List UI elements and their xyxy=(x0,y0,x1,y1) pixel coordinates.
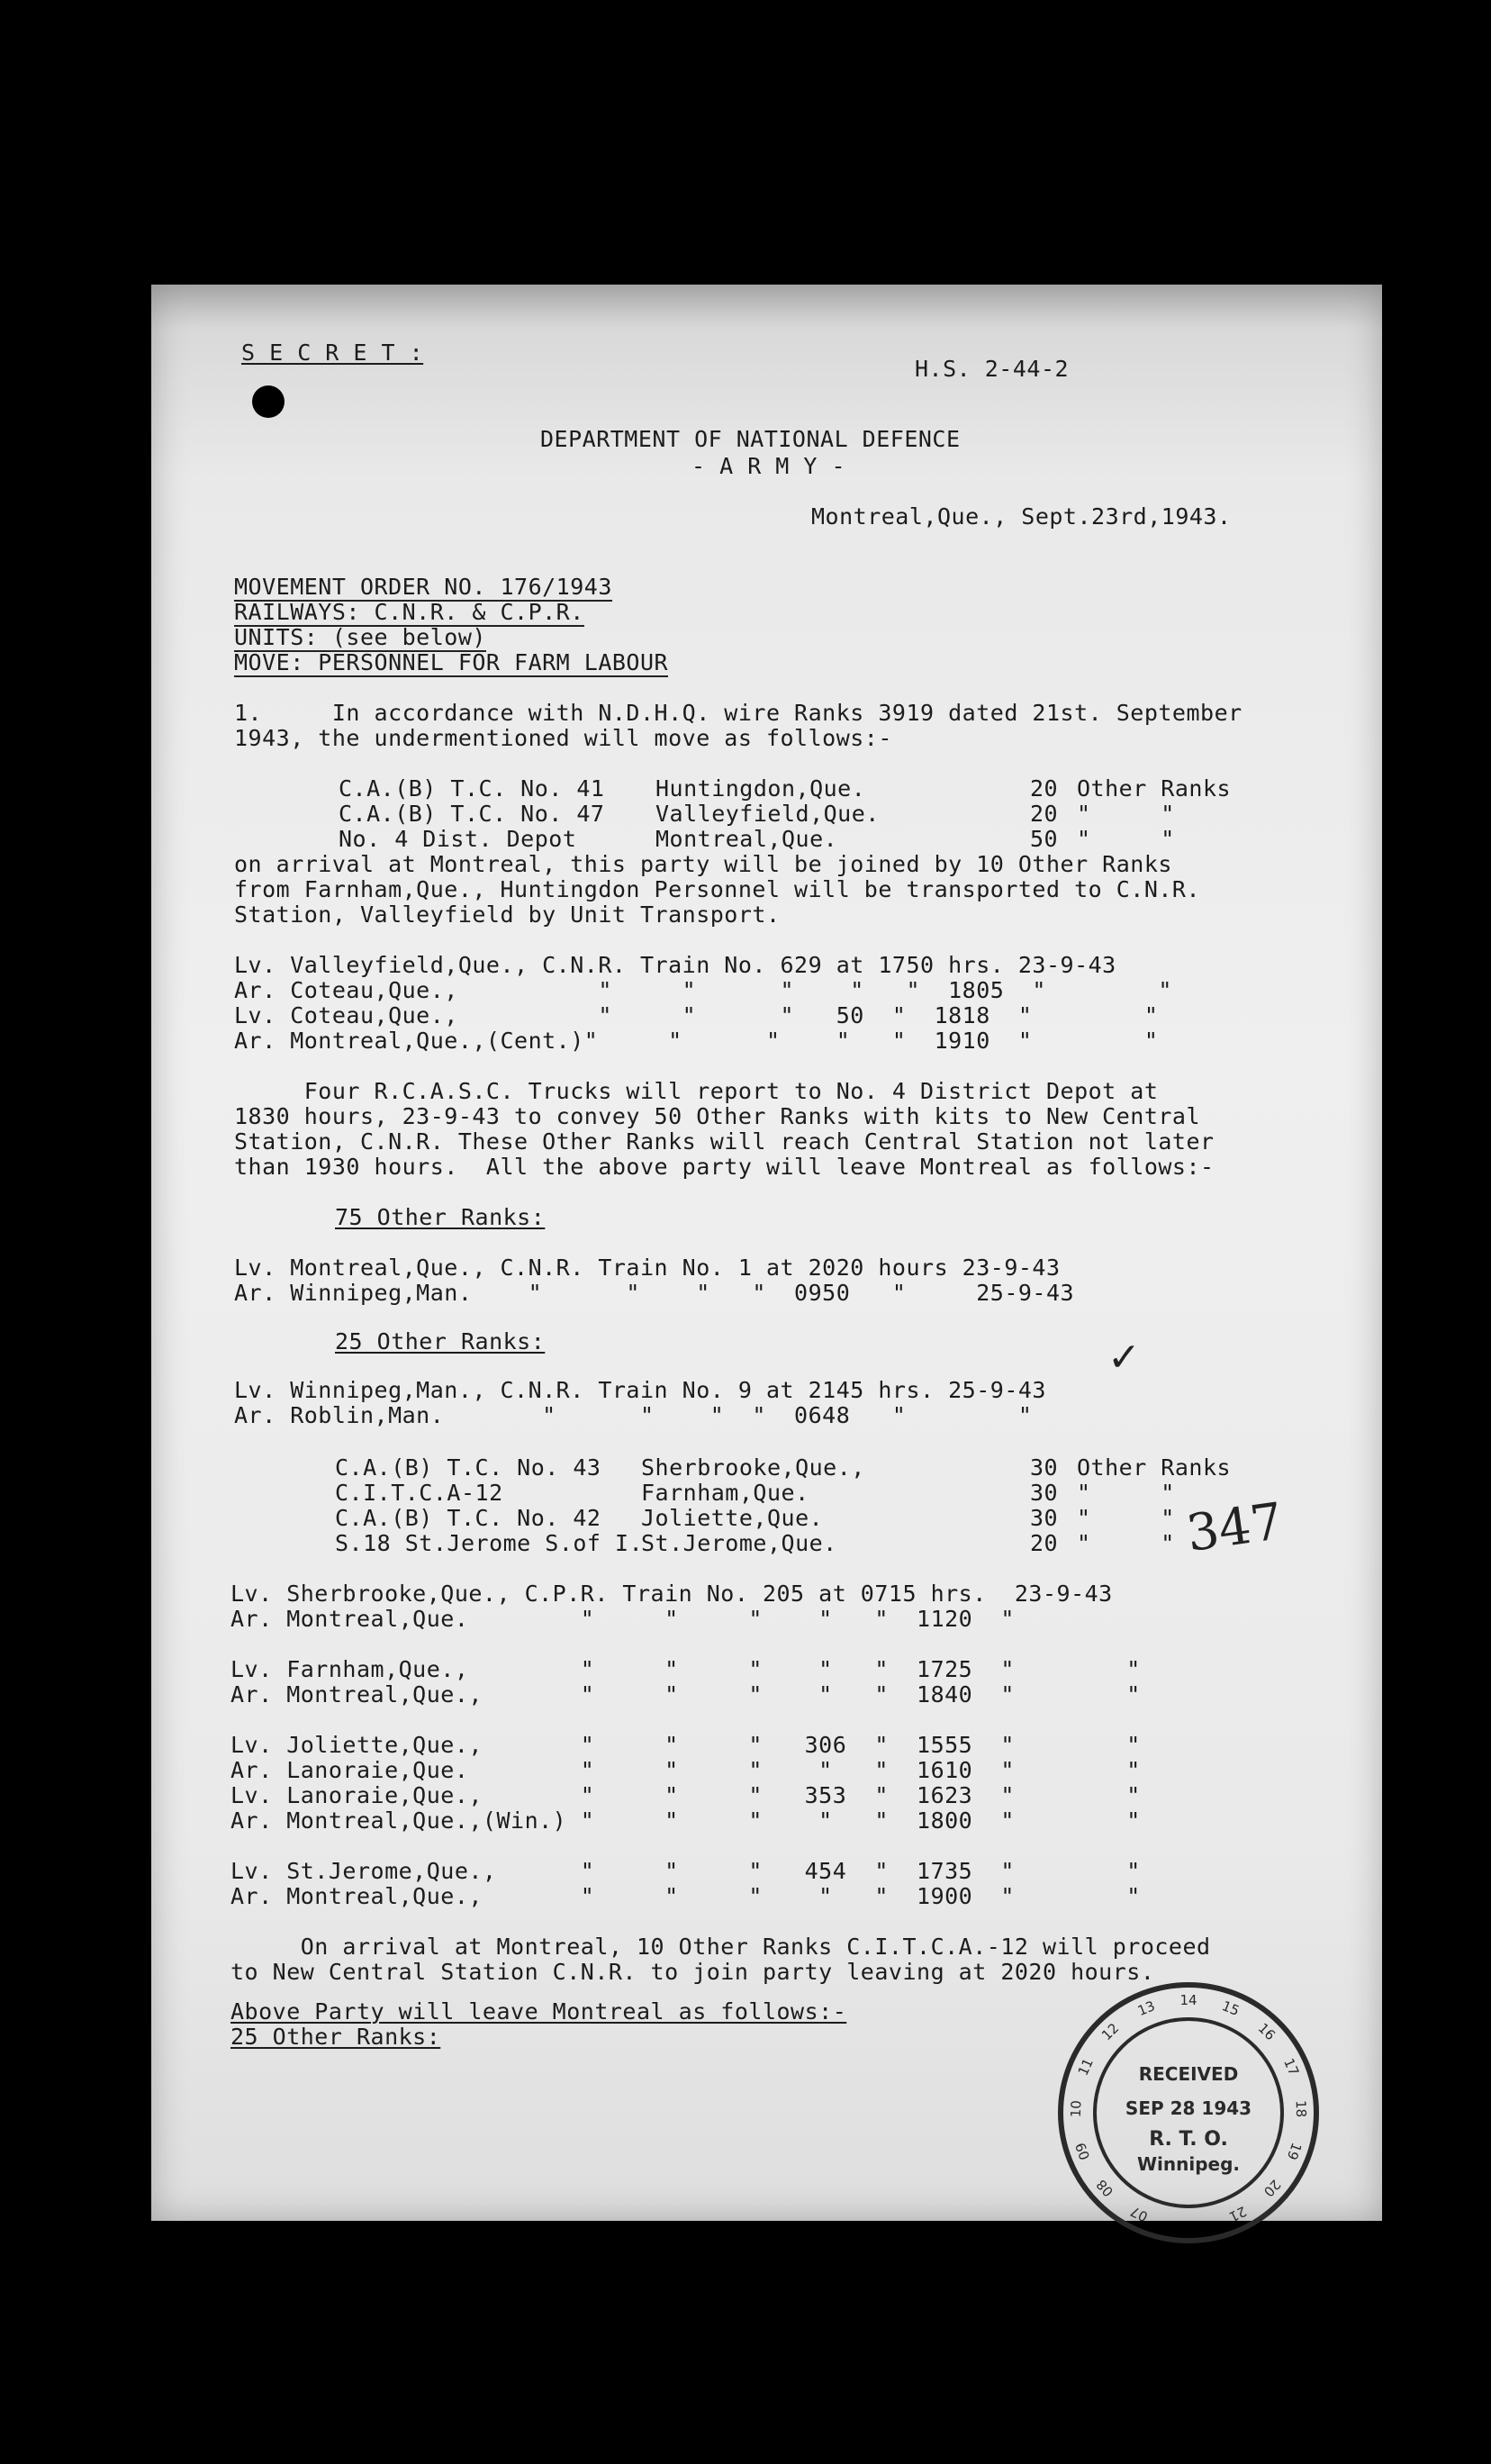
order-railways: RAILWAYS: C.N.R. & C.P.R. xyxy=(234,599,584,625)
classification: S E C R E T : xyxy=(241,340,424,366)
svg-text:11: 11 xyxy=(1074,2055,1097,2079)
branch-title: - A R M Y - xyxy=(691,453,846,479)
check-mark: ✓ xyxy=(1107,1335,1141,1381)
schedule-row: Lv. Farnham,Que., " " " " " 1725 " " xyxy=(230,1656,1141,1682)
schedule-row: Ar. Winnipeg,Man. " " " " 0950 " 25-9-43 xyxy=(234,1280,1075,1306)
schedule-row: Ar. Roblin,Man. " " " " 0648 " " xyxy=(234,1402,1033,1428)
punch-hole xyxy=(252,385,285,418)
schedule-row: Ar. Montreal,Que.,(Win.) " " " " " 1800 " " xyxy=(230,1807,1141,1834)
unit-place: Sherbrooke,Que., xyxy=(641,1454,865,1481)
svg-text:13: 13 xyxy=(1134,1997,1158,2020)
unit-place: Valleyfield,Que. xyxy=(655,801,880,827)
para1-line: 1. In accordance with N.D.H.Q. wire Ranks 3919 dated 21st. September xyxy=(234,700,1242,726)
schedule-row: Lv. Lanoraie,Que., " " " 353 " 1623 " " xyxy=(230,1782,1141,1808)
svg-text:21: 21 xyxy=(1226,2203,1250,2225)
schedule-row: Lv. Valleyfield,Que., C.N.R. Train No. 629 at 1750 hrs. 23-9-43 xyxy=(234,952,1116,978)
unit-count: 30 xyxy=(1030,1454,1059,1481)
stamp-city: Winnipeg. xyxy=(1136,2153,1241,2175)
unit-place: Farnham,Que. xyxy=(641,1480,809,1506)
department-title: DEPARTMENT OF NATIONAL DEFENCE xyxy=(540,426,961,452)
unit-ranks: " " xyxy=(1077,1505,1175,1531)
trucks-para-line: Station, C.N.R. These Other Ranks will reach Central Station not later xyxy=(234,1128,1215,1155)
schedule-row: Lv. Joliette,Que., " " " 306 " 1555 " " xyxy=(230,1732,1141,1758)
trucks-para-line: than 1930 hours. All the above party will leave Montreal as follows:- xyxy=(234,1154,1215,1180)
svg-text:16: 16 xyxy=(1254,2019,1279,2044)
unit-place: St.Jerome,Que. xyxy=(641,1530,837,1556)
schedule-row: Ar. Montreal,Que. " " " " " 1120 " xyxy=(230,1606,1015,1632)
closing-line: On arrival at Montreal, 10 Other Ranks C.I.T.C.A.-12 will proceed xyxy=(230,1934,1211,1960)
svg-text:12: 12 xyxy=(1098,2019,1123,2044)
unit-count: 30 xyxy=(1030,1480,1059,1506)
stamp-received: RECEIVED xyxy=(1138,2063,1239,2085)
order-units: UNITS: (see below) xyxy=(234,624,486,650)
unit-ranks: Other Ranks xyxy=(1077,1454,1232,1481)
unit-place: Joliette,Que. xyxy=(641,1505,824,1531)
unit-count: 20 xyxy=(1030,1530,1059,1556)
schedule-row: Ar. Montreal,Que., " " " " " 1900 " " xyxy=(230,1883,1141,1909)
unit-name: C.A.(B) T.C. No. 42 xyxy=(335,1505,601,1531)
svg-text:07: 07 xyxy=(1127,2203,1151,2225)
order-number: MOVEMENT ORDER NO. 176/1943 xyxy=(234,574,612,600)
closing-line: Above Party will leave Montreal as follows:- xyxy=(230,1998,847,2025)
group-75-label: 75 Other Ranks: xyxy=(335,1204,546,1230)
schedule-row: Ar. Coteau,Que., " " " " " 1805 " " xyxy=(234,977,1172,1003)
schedule-row: Lv. St.Jerome,Que., " " " 454 " 1735 " " xyxy=(230,1858,1141,1884)
schedule-row: Ar. Lanoraie,Que. " " " " " 1610 " " xyxy=(230,1757,1141,1783)
margin-number: 347 xyxy=(1182,1491,1287,1564)
trucks-para-line: 1830 hours, 23-9-43 to convey 50 Other Ranks with kits to New Central xyxy=(234,1103,1201,1129)
svg-text:10: 10 xyxy=(1067,2099,1085,2118)
svg-text:20: 20 xyxy=(1260,2176,1284,2200)
unit-name: No. 4 Dist. Depot xyxy=(339,826,577,852)
unit-count: 30 xyxy=(1030,1505,1059,1531)
unit-count: 20 xyxy=(1030,775,1059,802)
unit-name: C.A.(B) T.C. No. 41 xyxy=(339,775,605,802)
svg-text:18: 18 xyxy=(1292,2099,1310,2118)
para1-line: 1943, the undermentioned will move as follows:- xyxy=(234,725,892,751)
document-page xyxy=(151,285,1382,2225)
svg-text:14: 14 xyxy=(1179,1992,1197,2008)
unit-name: C.I.T.C.A-12 xyxy=(335,1480,503,1506)
unit-name: S.18 St.Jerome S.of I. xyxy=(335,1530,644,1556)
unit-ranks: " " xyxy=(1077,1530,1175,1556)
unit-name: C.A.(B) T.C. No. 43 xyxy=(335,1454,601,1481)
svg-text:19: 19 xyxy=(1283,2140,1306,2162)
unit-ranks: Other Ranks xyxy=(1077,775,1232,802)
group-25-label: 25 Other Ranks: xyxy=(335,1328,546,1354)
unit-ranks: " " xyxy=(1077,801,1175,827)
svg-text:08: 08 xyxy=(1093,2176,1117,2200)
schedule-row: Lv. Coteau,Que., " " " 50 " 1818 " " xyxy=(234,1002,1159,1028)
unit-place: Montreal,Que. xyxy=(655,826,838,852)
unit-name: C.A.(B) T.C. No. 47 xyxy=(339,801,605,827)
unit-count: 20 xyxy=(1030,801,1059,827)
arrival-note-line: on arrival at Montreal, this party will be joined by 10 Other Ranks xyxy=(234,851,1172,877)
svg-text:17: 17 xyxy=(1280,2055,1303,2079)
schedule-row: Ar. Montreal,Que., " " " " " 1840 " " xyxy=(230,1681,1141,1708)
stamp-office: R. T. O. xyxy=(1149,2128,1228,2151)
received-stamp xyxy=(1053,1978,1324,2248)
place-date: Montreal,Que., Sept.23rd,1943. xyxy=(811,503,1232,530)
unit-count: 50 xyxy=(1030,826,1059,852)
schedule-row: Ar. Montreal,Que.,(Cent.)" " " " " 1910 " " xyxy=(234,1028,1159,1054)
svg-text:09: 09 xyxy=(1071,2140,1094,2162)
arrival-note-line: Station, Valleyfield by Unit Transport. xyxy=(234,901,781,928)
arrival-note-line: from Farnham,Que., Huntingdon Personnel will be transported to C.N.R. xyxy=(234,876,1201,902)
trucks-para-line: Four R.C.A.S.C. Trucks will report to No. 4 District Depot at xyxy=(234,1078,1159,1104)
order-move: MOVE: PERSONNEL FOR FARM LABOUR xyxy=(234,649,669,675)
schedule-row: Lv. Winnipeg,Man., C.N.R. Train No. 9 at 2145 hrs. 25-9-43 xyxy=(234,1377,1046,1403)
schedule-row: Lv. Sherbrooke,Que., C.P.R. Train No. 205 at 0715 hrs. 23-9-43 xyxy=(230,1581,1113,1607)
schedule-row: Lv. Montreal,Que., C.N.R. Train No. 1 at 2020 hours 23-9-43 xyxy=(234,1255,1061,1281)
stamp-date: SEP 28 1943 xyxy=(1125,2097,1252,2119)
closing-group-label: 25 Other Ranks: xyxy=(230,2024,441,2050)
unit-place: Huntingdon,Que. xyxy=(655,775,866,802)
unit-ranks: " " xyxy=(1077,1480,1175,1506)
closing-line: to New Central Station C.N.R. to join party leaving at 2020 hours. xyxy=(230,1959,1155,1985)
unit-ranks: " " xyxy=(1077,826,1175,852)
svg-text:15: 15 xyxy=(1219,1997,1242,2020)
file-reference: H.S. 2-44-2 xyxy=(915,356,1070,382)
